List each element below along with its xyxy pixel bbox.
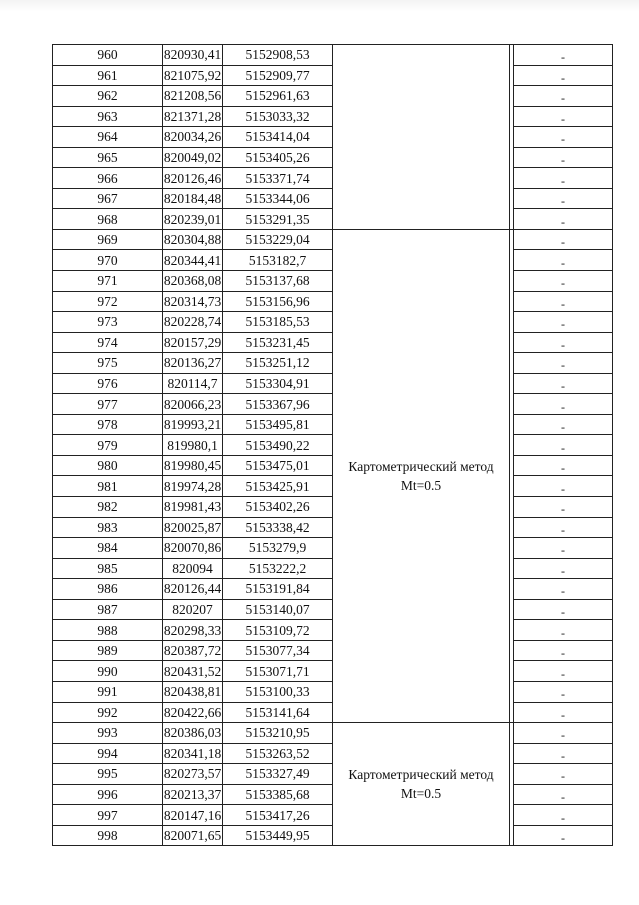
point-number-cell: 989 <box>53 640 163 661</box>
dash-mark: - <box>561 748 565 763</box>
y-coordinate-cell: 5153371,74 <box>223 168 333 189</box>
x-coordinate-cell: 821371,28 <box>163 106 223 127</box>
note-cell <box>514 455 613 476</box>
note-cell <box>514 86 613 107</box>
y-coordinate-cell: 5153222,2 <box>223 558 333 579</box>
method-name: Картометрический метод <box>348 767 494 783</box>
y-coordinate-cell: 5153344,06 <box>223 188 333 209</box>
y-coordinate-cell: 5153251,12 <box>223 353 333 374</box>
x-coordinate-cell: 820066,23 <box>163 394 223 415</box>
note-cell <box>514 784 613 805</box>
x-coordinate-cell: 820207 <box>163 599 223 620</box>
note-cell <box>514 805 613 826</box>
x-coordinate-cell: 820147,16 <box>163 805 223 826</box>
dash-mark: - <box>561 50 565 65</box>
y-coordinate-cell: 5153185,53 <box>223 312 333 333</box>
note-cell <box>514 291 613 312</box>
dash-mark: - <box>561 379 565 394</box>
dash-mark: - <box>561 789 565 804</box>
point-number-cell: 995 <box>53 764 163 785</box>
y-coordinate-cell: 5153449,95 <box>223 825 333 846</box>
x-coordinate-cell: 820213,37 <box>163 784 223 805</box>
x-coordinate-cell: 820094 <box>163 558 223 579</box>
point-number-cell: 977 <box>53 394 163 415</box>
y-coordinate-cell: 5153405,26 <box>223 147 333 168</box>
note-cell <box>514 517 613 538</box>
x-coordinate-cell: 820422,66 <box>163 702 223 723</box>
note-cell <box>514 640 613 661</box>
table-row <box>53 45 613 66</box>
dash-mark: - <box>561 543 565 558</box>
point-number-cell: 996 <box>53 784 163 805</box>
y-coordinate-cell: 5153367,96 <box>223 394 333 415</box>
note-cell <box>514 743 613 764</box>
x-coordinate-cell: 820025,87 <box>163 517 223 538</box>
dash-mark: - <box>561 461 565 476</box>
dash-mark: - <box>561 132 565 147</box>
y-coordinate-cell: 5153279,9 <box>223 538 333 559</box>
point-number-cell: 986 <box>53 579 163 600</box>
point-number-cell: 966 <box>53 168 163 189</box>
y-coordinate-cell: 5152961,63 <box>223 86 333 107</box>
note-cell <box>514 188 613 209</box>
dash-mark: - <box>561 337 565 352</box>
dash-mark: - <box>561 728 565 743</box>
note-cell <box>514 250 613 271</box>
y-coordinate-cell: 5152908,53 <box>223 45 333 66</box>
dash-mark: - <box>561 296 565 311</box>
scan-edge <box>0 0 639 12</box>
x-coordinate-cell: 820126,46 <box>163 168 223 189</box>
y-coordinate-cell: 5153402,26 <box>223 497 333 518</box>
dash-mark: - <box>561 153 565 167</box>
point-number-cell: 964 <box>53 127 163 148</box>
x-coordinate-cell: 820438,81 <box>163 681 223 702</box>
y-coordinate-cell: 5153385,68 <box>223 784 333 805</box>
x-coordinate-cell: 820304,88 <box>163 229 223 250</box>
coordinates-table-body <box>53 45 613 846</box>
x-coordinate-cell: 820298,33 <box>163 620 223 641</box>
y-coordinate-cell: 5153182,7 <box>223 250 333 271</box>
point-number-cell: 985 <box>53 558 163 579</box>
x-coordinate-cell: 820386,03 <box>163 723 223 744</box>
point-number-cell: 997 <box>53 805 163 826</box>
dash-mark: - <box>561 111 565 126</box>
method-accuracy: Mt=0.5 <box>400 477 442 493</box>
point-number-cell: 967 <box>53 188 163 209</box>
method-cell <box>333 45 510 230</box>
dash-mark: - <box>561 687 565 702</box>
y-coordinate-cell: 5153033,32 <box>223 106 333 127</box>
x-coordinate-cell: 819981,43 <box>163 497 223 518</box>
note-cell <box>514 579 613 600</box>
y-coordinate-cell: 5153109,72 <box>223 620 333 641</box>
y-coordinate-cell: 5153291,35 <box>223 209 333 230</box>
y-coordinate-cell: 5153495,81 <box>223 414 333 435</box>
dash-mark: - <box>561 235 565 250</box>
dash-mark: - <box>561 440 565 455</box>
y-coordinate-cell: 5153490,22 <box>223 435 333 456</box>
coordinates-table-container <box>52 44 612 846</box>
y-coordinate-cell: 5153137,68 <box>223 271 333 292</box>
y-coordinate-cell: 5153100,33 <box>223 681 333 702</box>
x-coordinate-cell: 819993,21 <box>163 414 223 435</box>
point-number-cell: 971 <box>53 271 163 292</box>
point-number-cell: 993 <box>53 723 163 744</box>
dash-mark: - <box>561 194 565 209</box>
point-number-cell: 987 <box>53 599 163 620</box>
point-number-cell: 981 <box>53 476 163 497</box>
note-cell <box>514 271 613 292</box>
point-number-cell: 992 <box>53 702 163 723</box>
x-coordinate-cell: 821208,56 <box>163 86 223 107</box>
x-coordinate-cell: 820126,44 <box>163 579 223 600</box>
note-cell <box>514 435 613 456</box>
x-coordinate-cell: 820314,73 <box>163 291 223 312</box>
y-coordinate-cell: 5153338,42 <box>223 517 333 538</box>
note-cell <box>514 558 613 579</box>
note-cell <box>514 764 613 785</box>
x-coordinate-cell: 820071,65 <box>163 825 223 846</box>
dash-mark: - <box>561 625 565 640</box>
point-number-cell: 973 <box>53 312 163 333</box>
x-coordinate-cell: 820070,86 <box>163 538 223 559</box>
point-number-cell: 976 <box>53 373 163 394</box>
y-coordinate-cell: 5153263,52 <box>223 743 333 764</box>
x-coordinate-cell: 820431,52 <box>163 661 223 682</box>
note-cell <box>514 312 613 333</box>
note-cell <box>514 702 613 723</box>
x-coordinate-cell: 820344,41 <box>163 250 223 271</box>
point-number-cell: 988 <box>53 620 163 641</box>
table-row <box>53 723 613 744</box>
point-number-cell: 962 <box>53 86 163 107</box>
method-accuracy: Mt=0.5 <box>400 786 442 802</box>
point-number-cell: 975 <box>53 353 163 374</box>
y-coordinate-cell: 5153141,64 <box>223 702 333 723</box>
dash-mark: - <box>561 70 565 85</box>
note-cell <box>514 106 613 127</box>
y-coordinate-cell: 5153414,04 <box>223 127 333 148</box>
y-coordinate-cell: 5153071,71 <box>223 661 333 682</box>
point-number-cell: 998 <box>53 825 163 846</box>
dash-mark: - <box>561 584 565 599</box>
dash-mark: - <box>561 91 565 106</box>
x-coordinate-cell: 820157,29 <box>163 332 223 353</box>
x-coordinate-cell: 820034,26 <box>163 127 223 148</box>
dash-mark: - <box>561 769 565 784</box>
point-number-cell: 969 <box>53 229 163 250</box>
x-coordinate-cell: 820114,7 <box>163 373 223 394</box>
note-cell <box>514 681 613 702</box>
dash-mark: - <box>561 563 565 578</box>
dash-mark: - <box>561 522 565 537</box>
note-cell <box>514 825 613 846</box>
y-coordinate-cell: 5153229,04 <box>223 229 333 250</box>
y-coordinate-cell: 5153156,96 <box>223 291 333 312</box>
dash-mark: - <box>561 481 565 496</box>
dash-mark: - <box>561 399 565 414</box>
note-cell <box>514 620 613 641</box>
point-number-cell: 982 <box>53 497 163 518</box>
dash-mark: - <box>561 831 565 846</box>
table-row <box>53 229 613 250</box>
note-cell <box>514 414 613 435</box>
y-coordinate-cell: 5153140,07 <box>223 599 333 620</box>
note-cell <box>514 209 613 230</box>
point-number-cell: 979 <box>53 435 163 456</box>
point-number-cell: 965 <box>53 147 163 168</box>
note-cell <box>514 661 613 682</box>
y-coordinate-cell: 5153210,95 <box>223 723 333 744</box>
point-number-cell: 963 <box>53 106 163 127</box>
y-coordinate-cell: 5153191,84 <box>223 579 333 600</box>
method-name: Картометрический метод <box>348 458 494 474</box>
note-cell <box>514 599 613 620</box>
note-cell <box>514 394 613 415</box>
x-coordinate-cell: 820273,57 <box>163 764 223 785</box>
x-coordinate-cell: 820930,41 <box>163 45 223 66</box>
point-number-cell: 974 <box>53 332 163 353</box>
point-number-cell: 980 <box>53 455 163 476</box>
point-number-cell: 972 <box>53 291 163 312</box>
x-coordinate-cell: 820239,01 <box>163 209 223 230</box>
note-cell <box>514 127 613 148</box>
dash-mark: - <box>561 605 565 620</box>
note-cell <box>514 45 613 66</box>
note-cell <box>514 229 613 250</box>
note-cell <box>514 168 613 189</box>
dash-mark: - <box>561 214 565 229</box>
dash-mark: - <box>561 646 565 661</box>
point-number-cell: 960 <box>53 45 163 66</box>
y-coordinate-cell: 5153231,45 <box>223 332 333 353</box>
coordinates-table <box>52 44 613 846</box>
dash-mark: - <box>561 502 565 517</box>
dash-mark: - <box>561 276 565 291</box>
dash-mark: - <box>561 810 565 825</box>
point-number-cell: 978 <box>53 414 163 435</box>
dash-mark: - <box>561 707 565 722</box>
x-coordinate-cell: 819974,28 <box>163 476 223 497</box>
y-coordinate-cell: 5153425,91 <box>223 476 333 497</box>
method-cell <box>333 723 510 846</box>
x-coordinate-cell: 820136,27 <box>163 353 223 374</box>
point-number-cell: 994 <box>53 743 163 764</box>
point-number-cell: 990 <box>53 661 163 682</box>
point-number-cell: 961 <box>53 65 163 86</box>
x-coordinate-cell: 821075,92 <box>163 65 223 86</box>
note-cell <box>514 65 613 86</box>
x-coordinate-cell: 819980,45 <box>163 455 223 476</box>
y-coordinate-cell: 5153327,49 <box>223 764 333 785</box>
x-coordinate-cell: 820368,08 <box>163 271 223 292</box>
point-number-cell: 970 <box>53 250 163 271</box>
method-cell <box>333 229 510 722</box>
point-number-cell: 968 <box>53 209 163 230</box>
note-cell <box>514 353 613 374</box>
y-coordinate-cell: 5153417,26 <box>223 805 333 826</box>
x-coordinate-cell: 820387,72 <box>163 640 223 661</box>
point-number-cell: 983 <box>53 517 163 538</box>
dash-mark: - <box>561 317 565 332</box>
note-cell <box>514 476 613 497</box>
y-coordinate-cell: 5153304,91 <box>223 373 333 394</box>
dash-mark: - <box>561 173 565 188</box>
note-cell <box>514 332 613 353</box>
y-coordinate-cell: 5152909,77 <box>223 65 333 86</box>
note-cell <box>514 147 613 168</box>
dash-mark: - <box>561 358 565 373</box>
note-cell <box>514 373 613 394</box>
dash-mark: - <box>561 420 565 435</box>
y-coordinate-cell: 5153475,01 <box>223 455 333 476</box>
point-number-cell: 984 <box>53 538 163 559</box>
x-coordinate-cell: 820184,48 <box>163 188 223 209</box>
x-coordinate-cell: 820341,18 <box>163 743 223 764</box>
x-coordinate-cell: 820049,02 <box>163 147 223 168</box>
x-coordinate-cell: 820228,74 <box>163 312 223 333</box>
point-number-cell: 991 <box>53 681 163 702</box>
dash-mark: - <box>561 255 565 270</box>
note-cell <box>514 497 613 518</box>
note-cell <box>514 723 613 744</box>
x-coordinate-cell: 819980,1 <box>163 435 223 456</box>
note-cell <box>514 538 613 559</box>
dash-mark: - <box>561 666 565 681</box>
y-coordinate-cell: 5153077,34 <box>223 640 333 661</box>
